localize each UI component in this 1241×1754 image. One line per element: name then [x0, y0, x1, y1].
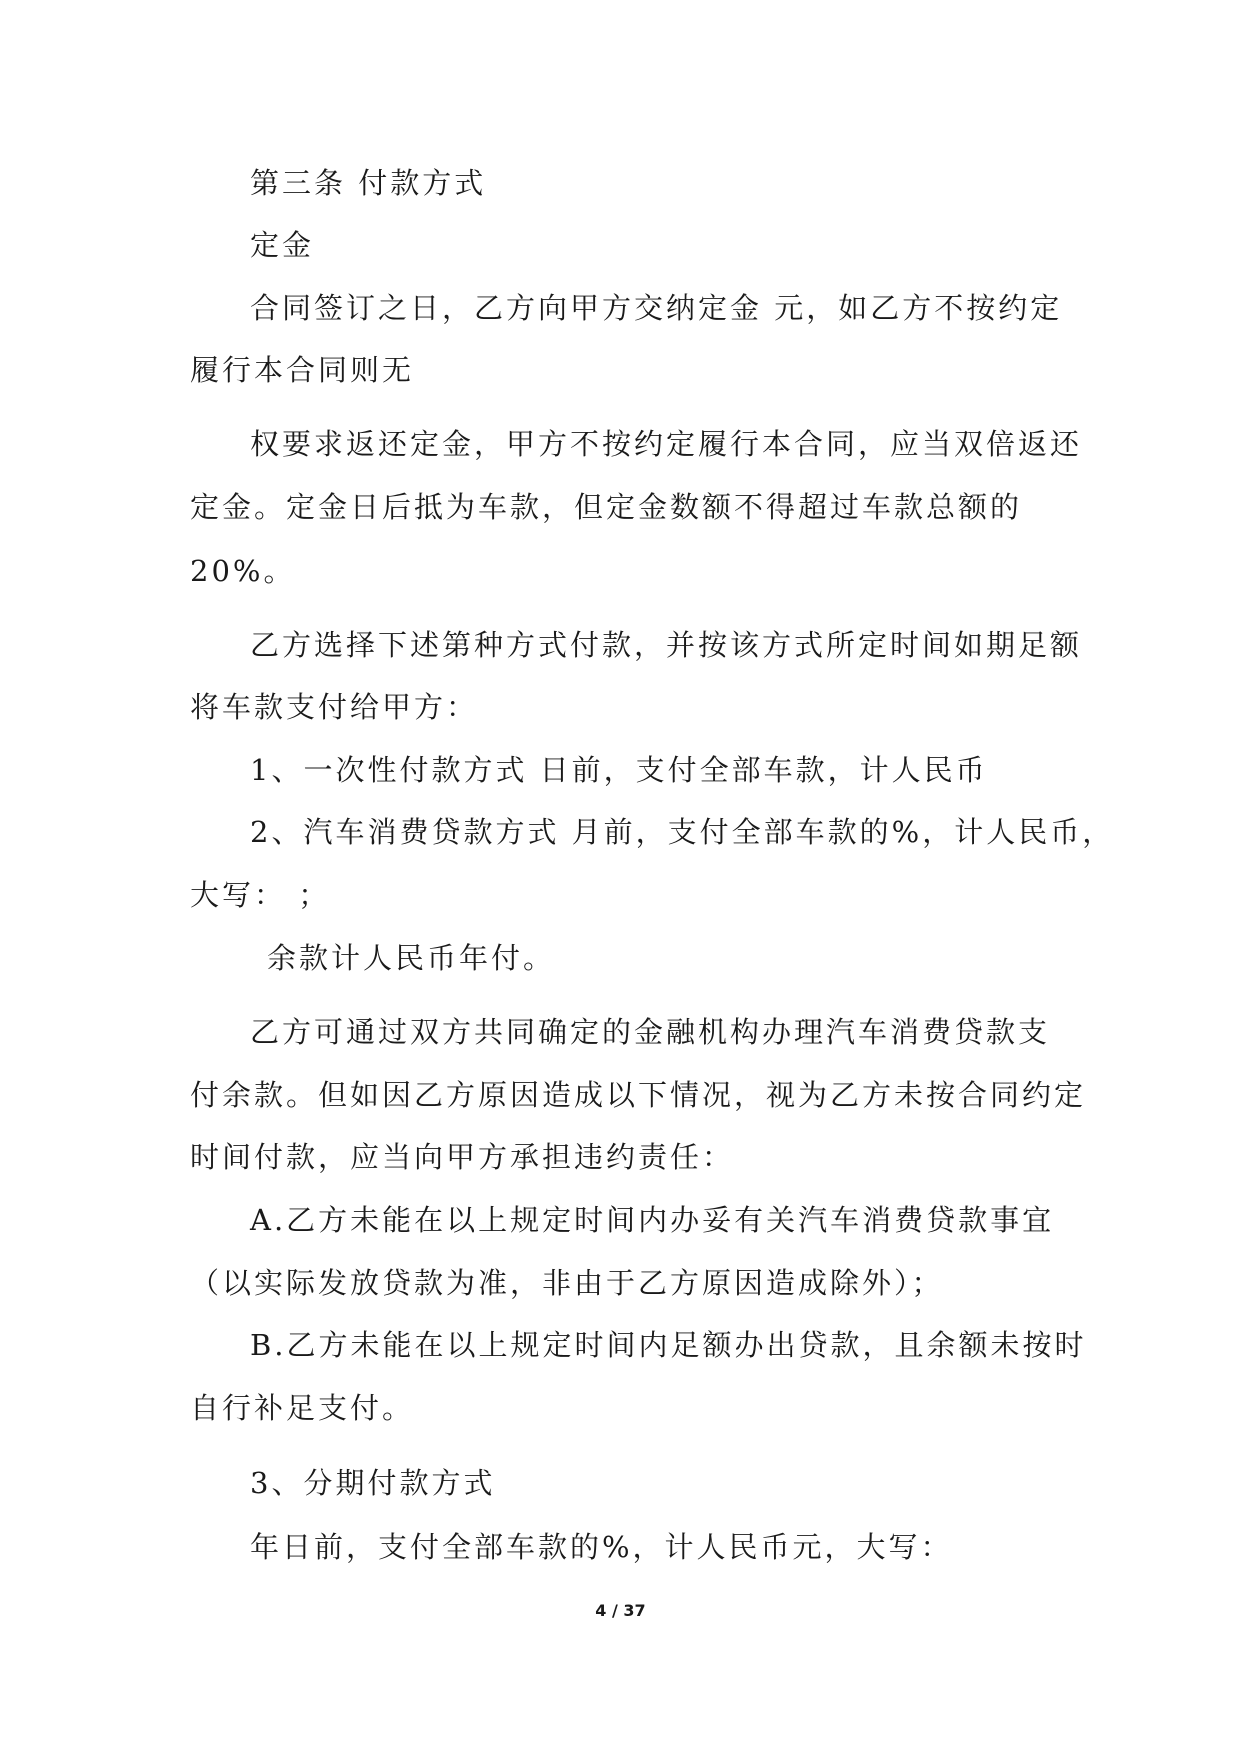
paragraph-line: 自行补足支付。 [190, 1391, 415, 1425]
list-item: 2、汽车消费贷款方式 月前，支付全部车款的%，计人民币， [250, 815, 1115, 849]
page-number: 4 / 37 [595, 1601, 646, 1620]
list-item: 3、分期付款方式 [250, 1466, 496, 1500]
paragraph-line: 余款计人民币年付。 [267, 941, 556, 975]
paragraph-line: 20%。 [190, 554, 296, 588]
article-heading: 第三条 付款方式 [250, 166, 487, 200]
paragraph-line: 大写： ； [190, 878, 331, 912]
paragraph-line: 年日前，支付全部车款的%，计人民币元，大写： [250, 1530, 953, 1564]
paragraph-line: （以实际发放贷款为准，非由于乙方原因造成除外）； [190, 1266, 944, 1300]
paragraph-line: 权要求返还定金，甲方不按约定履行本合同，应当双倍返还 [250, 427, 1083, 461]
list-item: A.乙方未能在以上规定时间内办妥有关汽车消费贷款事宜 [250, 1203, 1055, 1237]
list-item: B.乙方未能在以上规定时间内足额办出贷款，且余额未按时 [250, 1328, 1087, 1362]
list-item: 1、一次性付款方式 日前，支付全部车款，计人民币 [250, 753, 988, 787]
paragraph-line: 乙方选择下述第种方式付款，并按该方式所定时间如期足额 [250, 628, 1083, 662]
paragraph-line: 时间付款，应当向甲方承担违约责任： [190, 1140, 735, 1174]
paragraph-line: 乙方可通过双方共同确定的金融机构办理汽车消费贷款支 [250, 1015, 1051, 1049]
paragraph-line: 将车款支付给甲方： [190, 690, 479, 724]
paragraph-line: 定金。定金日后抵为车款，但定金数额不得超过车款总额的 [190, 490, 1023, 524]
paragraph-line: 合同签订之日，乙方向甲方交纳定金 元，如乙方不按约定 [250, 291, 1063, 325]
paragraph-line: 履行本合同则无 [190, 353, 415, 387]
section-heading-deposit: 定金 [250, 228, 315, 262]
paragraph-line: 付余款。但如因乙方原因造成以下情况，视为乙方未按合同约定 [190, 1078, 1087, 1112]
